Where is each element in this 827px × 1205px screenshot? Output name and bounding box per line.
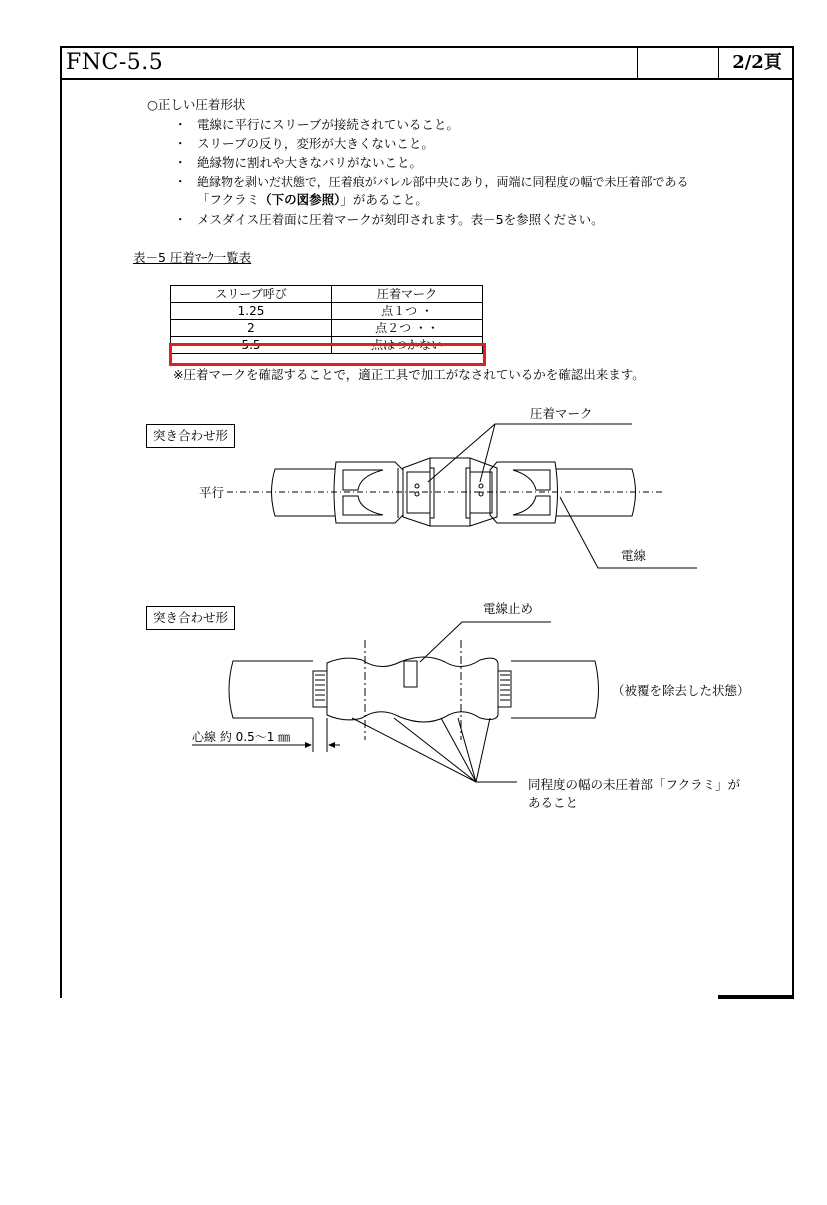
table-cell: 点２つ ・・ xyxy=(332,320,483,337)
wire-label: 電線 xyxy=(621,548,647,563)
stripped-state-label: （被覆を除去した状態） xyxy=(612,683,750,698)
figure2-wire-left xyxy=(229,661,313,718)
list-item: 電線に平行にスリーブが接続されていること。 xyxy=(197,117,459,132)
figure2-core-right xyxy=(498,671,511,707)
wire-stop-leader xyxy=(420,622,551,662)
figure2-sleeve xyxy=(327,657,498,722)
table-cell: 5.5 xyxy=(171,337,332,354)
column-header: スリーブ呼び xyxy=(171,286,332,303)
fukurami-text-end: 」があること。 xyxy=(340,192,428,207)
arrow-head xyxy=(328,742,335,748)
bulge-label-line1: 同程度の幅の未圧着部「フクラミ」が xyxy=(528,777,741,792)
table-cell: 2 xyxy=(171,320,332,337)
bullet: ・ xyxy=(174,174,187,189)
figure-reference: （下の図参照） xyxy=(259,192,341,207)
section-title: ○正しい圧着形状 xyxy=(147,97,246,112)
crimp-mark-label: 圧着マーク xyxy=(530,406,593,421)
wire-leader xyxy=(560,497,697,568)
arrow-head xyxy=(305,742,312,748)
figure2-wire-right xyxy=(511,661,599,718)
figure2-crimp-zone-lines xyxy=(365,640,461,740)
core-dimension-ticks xyxy=(313,718,327,752)
document-id: FNC-5.5 xyxy=(66,50,164,75)
list-item: スリーブの反り，変形が大きくないこと。 xyxy=(197,136,434,151)
fukurami-text: 「フクラミ xyxy=(197,192,260,207)
list-item: 絶縁物に割れや大きなバリがないこと。 xyxy=(197,155,423,170)
bullet: ・ xyxy=(174,117,187,132)
bullet: ・ xyxy=(174,212,187,227)
page-number: 2/2頁 xyxy=(732,52,782,73)
table-note: ※圧着マークを確認することで，適正工具で加工がなされているかを確認出来ます。 xyxy=(173,367,645,382)
crimp-mark-leader xyxy=(428,424,632,482)
table-cell: 点はつかない xyxy=(332,337,483,354)
table-cell: 点１つ ・ xyxy=(332,303,483,320)
figure2-label-box: 突き合わせ形 xyxy=(146,606,235,630)
list-item: 絶縁物を剥いだ状態で，圧着痕がバレル部中央にあり，両端に同程度の幅で未圧着部である xyxy=(197,175,689,189)
table-caption: 表－5 圧着ﾏｰｸ一覧表 xyxy=(133,250,252,265)
bullet: ・ xyxy=(174,155,187,170)
bulge-label-line2: あること xyxy=(528,795,579,810)
parallel-label: 平行 xyxy=(199,485,225,500)
column-header: 圧着マーク xyxy=(332,286,483,303)
table-cell: 1.25 xyxy=(171,303,332,320)
wire-stop-label: 電線止め xyxy=(483,601,534,616)
list-item: メスダイス圧着面に圧着マークが刻印されます。表－5を参照ください。 xyxy=(197,212,604,227)
figure2-core-left xyxy=(313,671,327,707)
core-wire-label: 心線 約 0.5～1 ㎜ xyxy=(192,730,291,744)
bulge-leaders xyxy=(352,718,517,782)
bullet: ・ xyxy=(174,136,187,151)
figure1-label-box: 突き合わせ形 xyxy=(146,424,235,448)
